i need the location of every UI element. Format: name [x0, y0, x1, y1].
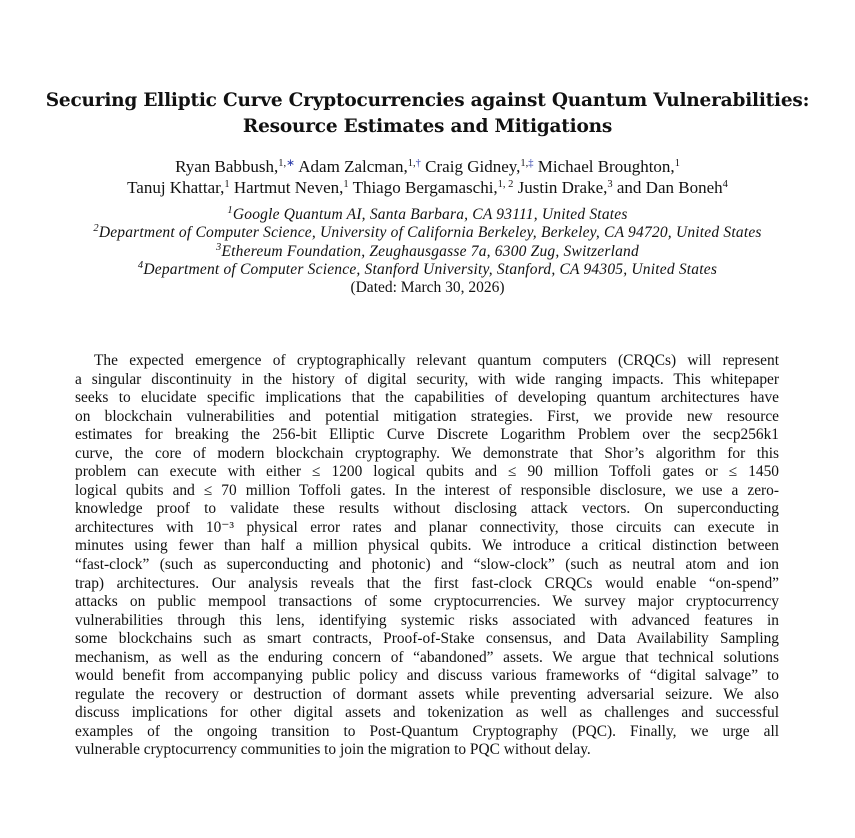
abstract-line: vulnerable cryptocurrency communities to join the migration to PQC without delay.	[75, 741, 591, 759]
abstract-line: minutes using fewer than half a million physical qubits. We introduce a critical distinction between	[75, 537, 779, 555]
abstract-line: knowledge proof to validate these results without disclosing attack vectors. On superconducting	[75, 500, 779, 518]
abstract-line: a singular discontinuity in the history of digital security, with wide ranging impacts. This whitepaper	[75, 370, 779, 388]
author-list-line-2	[20, 178, 835, 198]
abstract	[75, 352, 779, 760]
paper-title-line-2: Resource Estimates and Mitigations	[242, 116, 613, 137]
affiliation-3	[20, 242, 835, 262]
affiliation-number: 3	[216, 242, 222, 253]
author-name: and Dan Boneh	[616, 178, 723, 197]
affiliation-text: Department of Computer Science, Stanford University, Stanford, CA 94305, United States	[143, 261, 718, 278]
abstract-line: examples of the ongoing transition to Post-Quantum Cryptography (PQC). Finally, we urge all	[75, 722, 779, 740]
abstract-line: problem can execute with either ≤ 1200 logical qubits and ≤ 90 million Toffoli gates or ≤ 1450	[75, 463, 779, 481]
affiliation-number: 4	[137, 260, 144, 271]
affiliation-text: Google Quantum AI, Santa Barbara, CA 93111, United States	[232, 206, 628, 223]
author-affiliation-mark: 1,†	[407, 158, 421, 169]
author-affiliation-mark: 4	[722, 179, 728, 190]
author-affiliation-mark: 3	[607, 179, 613, 190]
paper-title-line-1: Securing Elliptic Curve Cryptocurrencies against Quantum Vulnerabilities:	[45, 90, 810, 111]
author-name: Adam Zalcman,	[298, 157, 408, 176]
abstract-line: estimates for breaking the 256-bit Elliptic Curve Discrete Logarithm Problem over the secp256k1	[75, 426, 779, 444]
abstract-line: seeks to elucidate specific implications that the capabilities of developing quantum architectures have	[75, 389, 779, 407]
author-list-line-1	[20, 157, 835, 177]
affiliation-text: Ethereum Foundation, Zeughausgasse 7a, 6300 Zug, Switzerland	[221, 243, 639, 260]
author-name: Ryan Babbush,	[175, 157, 279, 176]
abstract-line: regulate the recovery or destruction of dormant assets while preventing adversarial seizure. We also	[75, 685, 779, 703]
author-name: Michael Broughton,	[537, 157, 675, 176]
affiliation-number: 2	[93, 223, 99, 234]
abstract-line: on blockchain vulnerabilities and potential mitigation strategies. First, we provide new resource	[75, 407, 779, 425]
author-name: Tanuj Khattar,	[127, 178, 225, 197]
author-name: Thiago Bergamaschi,	[352, 178, 498, 197]
abstract-line: discuss implications for other digital assets and tokenization as well as challenges and successful	[75, 704, 779, 722]
author-affiliation-mark: 1	[224, 179, 230, 190]
abstract-line: mechanism, as well as the enduring concern of “abandoned” assets. We argue that technical solutions	[75, 648, 779, 666]
author-affiliation-mark: 1, 2	[497, 179, 514, 190]
author-affiliation-mark: 1,‡	[520, 158, 534, 169]
affiliation-4	[20, 260, 835, 280]
author-affiliation-mark: 1	[674, 158, 680, 169]
abstract-line: trap) architectures. Our analysis reveals that the first fast-clock CRQCs would enable “on-spend”	[75, 574, 779, 592]
affiliation-text: Department of Computer Science, University of California Berkeley, Berkeley, CA 94720, United States	[98, 224, 762, 241]
abstract-line: some blockchains such as smart contracts, Proof-of-Stake consensus, and Data Availability Sampling	[75, 630, 779, 648]
author-name: Craig Gidney,	[425, 157, 521, 176]
abstract-line: vulnerabilities through this lens, identifying systemic risks associated with advanced features in	[75, 611, 779, 629]
author-name: Justin Drake,	[517, 178, 608, 197]
abstract-line: curve, the core of modern blockchain cryptography. We demonstrate that Shor’s algorithm for this	[75, 444, 779, 462]
affiliation-2	[20, 223, 835, 243]
author-name: Hartmut Neven,	[233, 178, 344, 197]
author-affiliation-mark: 1	[343, 179, 349, 190]
abstract-line: The expected emergence of cryptographically relevant quantum computers (CRQCs) will represent	[94, 352, 779, 369]
affiliation-1	[20, 205, 835, 225]
abstract-line: logical qubits and ≤ 70 million Toffoli gates. In the interest of responsible disclosure, we use a zero-	[75, 481, 779, 499]
abstract-line: architectures with 10⁻³ physical error rates and planar connectivity, those circuits can execute in	[75, 518, 779, 536]
abstract-line: attacks on public mempool transactions of some cryptocurrencies. We survey major cryptocurrency	[75, 593, 779, 611]
affiliation-number: 1	[227, 205, 233, 216]
abstract-line: “fast-clock” (such as superconducting and photonic) and “slow-clock” (such as neutral atom and ion	[75, 556, 779, 574]
author-affiliation-mark: 1,∗	[278, 158, 295, 169]
date-line: (Dated: March 30, 2026)	[350, 279, 505, 296]
abstract-line: would benefit from accompanying public policy and discuss various frameworks of “digital salvage” to	[75, 667, 779, 685]
